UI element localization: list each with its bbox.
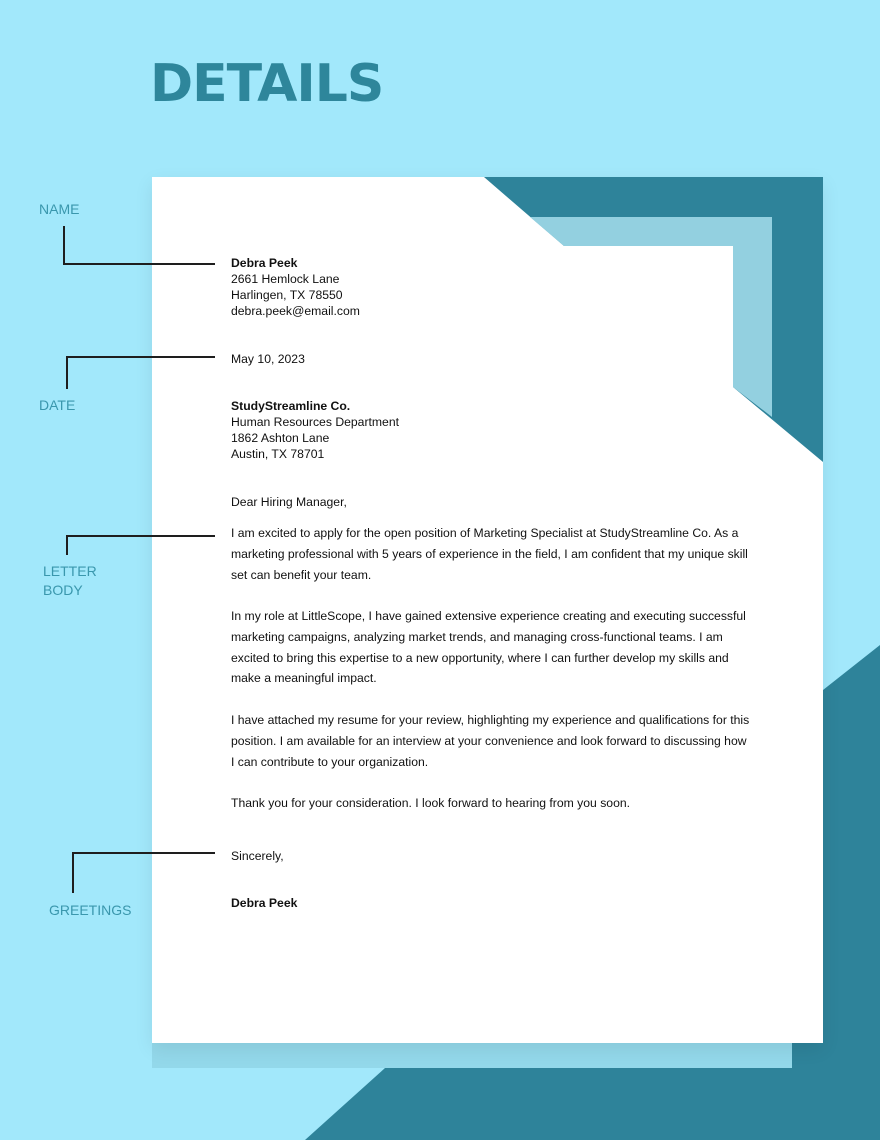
letter-body-label-line2: BODY xyxy=(43,582,83,598)
sender-city: Harlingen, TX 78550 xyxy=(231,288,343,302)
bottom-light-strip xyxy=(152,1043,792,1068)
name-label: NAME xyxy=(39,201,80,217)
body-paragraph-1: I am excited to apply for the open position of Marketing Specialist at StudyStreamline Co. As a marketing professional with 5 years of experience in the field, I am confident that my unique skill set can benefit your team. xyxy=(231,526,748,582)
date-label: DATE xyxy=(39,397,76,413)
page-title: DETAILS xyxy=(150,54,384,114)
signature-name: Debra Peek xyxy=(231,896,298,910)
closing: Sincerely, xyxy=(231,849,284,863)
sender-name: Debra Peek xyxy=(231,256,298,270)
recipient-company: StudyStreamline Co. xyxy=(231,399,351,413)
body-paragraph-2: In my role at LittleScope, I have gained extensive experience creating and executing successful marketing campaigns, analyzing market trends, and managing cross-functional teams. I am excited to bring this expertise to a new opportunity, where I can further develop my skills and make a meaningful impact. xyxy=(231,609,746,686)
sender-street: 2661 Hemlock Lane xyxy=(231,272,340,286)
letter-body-label xyxy=(43,562,97,600)
recipient-department: Human Resources Department xyxy=(231,415,399,429)
salutation: Dear Hiring Manager, xyxy=(231,495,347,509)
recipient-city: Austin, TX 78701 xyxy=(231,447,325,461)
greetings-label: GREETINGS xyxy=(49,902,132,918)
body-paragraph-3: I have attached my resume for your review, highlighting my experience and qualifications for this position. I am available for an interview at your convenience and look forward to discussing how I can contribute to your organization. xyxy=(231,713,750,769)
body-paragraph-4: Thank you for your consideration. I look forward to hearing from you soon. xyxy=(231,796,631,810)
recipient-street: 1862 Ashton Lane xyxy=(231,431,330,445)
letter-body-label-line1: LETTER xyxy=(43,563,97,579)
corner-light-band xyxy=(530,217,772,417)
letter-date: May 10, 2023 xyxy=(231,352,305,366)
sender-email: debra.peek@email.com xyxy=(231,304,360,318)
